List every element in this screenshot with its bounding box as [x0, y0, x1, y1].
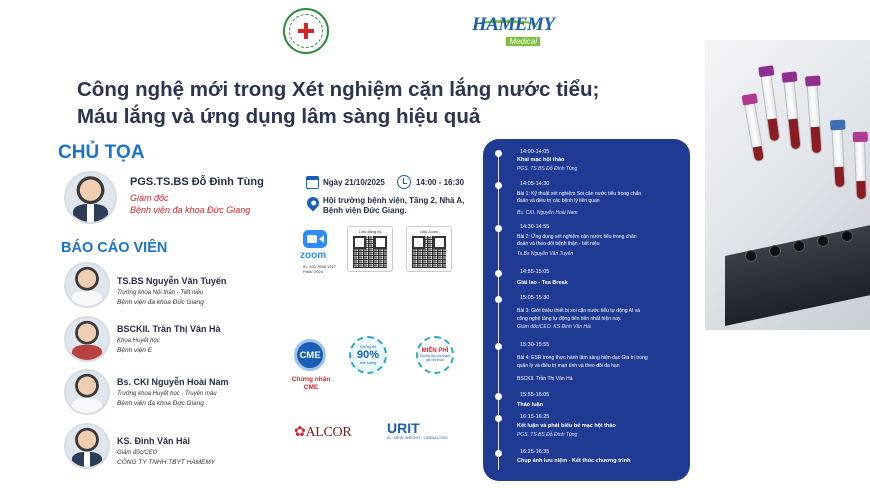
agenda-dot [495, 150, 502, 157]
urit-logo: URIT [387, 420, 420, 436]
lab-tubes-photo [705, 40, 870, 330]
alcor-logo [294, 424, 351, 441]
agenda-sub-8: PGS. TS.BS Đỗ Đình Tùng [517, 432, 578, 438]
badge90-top: Chứng chỉ [359, 345, 377, 349]
speaker-avatar-1 [64, 262, 110, 308]
alcor-mark-icon: ✿ [294, 425, 306, 440]
agenda-sub-6: BSCKII. Trần Thị Vân Hà [517, 376, 573, 382]
zoom-id-line-2: Pass: 2024 [303, 269, 324, 274]
agenda-dot [495, 182, 502, 189]
alcor-name: ALCOR [305, 425, 352, 440]
speaker-name-4: KS. Đinh Văn Hải [117, 436, 191, 446]
agenda-title-4: Giải lao - Tea Break [517, 280, 568, 286]
speaker-role-1a: Trưởng khoa Nội thận - Tiết niệu [117, 290, 204, 296]
qr-code-icon [412, 236, 446, 268]
free-badge [416, 336, 454, 374]
agenda-time-7: 15:55-16:05 [520, 392, 550, 398]
agenda-time-2: 14:05-14:30 [520, 181, 550, 187]
event-time: 14:00 - 16:30 [416, 178, 465, 187]
qr-register[interactable] [347, 226, 393, 272]
chair-heading: CHỦ TỌA [58, 142, 145, 163]
chair-role-2: Bệnh viện đa khoa Đức Giang [130, 205, 251, 215]
calendar-icon [306, 176, 319, 189]
agenda-body-2a: Bài 1: Kỹ thuật xét nghiệm Soi cặn nước tiểu trong chẩn [517, 191, 642, 197]
agenda-title-7: Thảo luận [517, 402, 543, 408]
speaker-avatar-4 [64, 423, 110, 469]
certificate-90-badge [349, 336, 387, 374]
agenda-line [498, 150, 499, 470]
qr-zoom[interactable] [406, 226, 452, 272]
agenda-sub-1: PGS. TS.BS Đỗ Đình Tùng [517, 166, 578, 172]
free-title: MIỄN PHÍ [421, 348, 449, 354]
agenda-body-2b: đoán và điều trị các bệnh lý liên quan [517, 198, 600, 204]
speaker-role-2b: Bệnh viện E [117, 347, 153, 354]
event-date: Ngày 21/10/2025 [323, 178, 385, 187]
zoom-id [303, 264, 336, 274]
agenda-dot [495, 393, 502, 400]
agenda-time-3: 14:30-14:55 [520, 224, 550, 230]
cme-caption-1: Chứng nhận [291, 376, 331, 383]
title-line-2: Máu lắng và ứng dụng lâm sàng hiệu quả [77, 105, 481, 128]
clock-icon [397, 175, 411, 189]
agenda-dot [495, 450, 502, 457]
zoom-icon[interactable] [303, 230, 327, 248]
speaker-name-3: Bs. CKI Nguyễn Hoài Nam [117, 377, 229, 387]
agenda-body-3a: Bài 2: Ứng dụng xét nghiệm cặn nước tiểu trong chẩn [517, 234, 637, 240]
zoom-label: zoom [300, 250, 327, 261]
cme-badge: CME [294, 339, 326, 371]
agenda-time-8: 16:15-16:25 [520, 414, 550, 420]
agenda-title-1: Khai mạc hội thảo [517, 157, 565, 163]
zoom-id-line-1: ID: 533 7658 1917 [303, 264, 336, 269]
hamemy-sub: Medical [506, 37, 540, 46]
agenda-body-6b: quản lý và điều trị mạn tính và theo dõi đa hạn [517, 363, 620, 369]
speaker-name-1: TS.BS Nguyễn Văn Tuyến [117, 276, 227, 286]
chair-name: PGS.TS.BS Đỗ Đình Tùng [130, 176, 264, 188]
agenda-time-4: 14:55-15:05 [520, 269, 550, 275]
cme-caption-2: CME [303, 384, 319, 391]
qr-zoom-caption: Link Zoom [419, 229, 439, 234]
agenda-dot [495, 270, 502, 277]
badge90-bottom: thời lượng [359, 361, 377, 365]
chair-role-1: Giám đốc [130, 193, 169, 203]
agenda-dot [495, 415, 502, 422]
hamemy-name: HAMEMY [472, 14, 555, 35]
agenda-body-6a: Bài 4: ESR trong thực hành lâm sàng hiện đại: Giá trị trong [517, 355, 648, 361]
location-pin-icon [305, 195, 322, 212]
agenda-sub-5: Giám đốc/CEO. KS Đinh Văn Hải [517, 324, 591, 330]
agenda-time-9: 16:25-16:35 [520, 449, 550, 455]
badge90-value: 90% [356, 349, 380, 361]
speaker-role-3b: Bệnh viện đa khoa Đức Giang [117, 400, 204, 407]
speaker-role-4b: CÔNG TY TNHH TBYT HAMEMY [117, 459, 216, 466]
hamemy-logo [472, 12, 555, 50]
agenda-body-5a: Bài 3: Giới thiệu thiết bị soi cặn nước tiểu tự động AI và [517, 308, 641, 314]
speaker-role-4a: Giám đốc/CEO [117, 450, 158, 456]
urit-sub: Ai · NEW INSIGHT · URINALYSIS [387, 435, 448, 440]
agenda-dot [495, 296, 502, 303]
agenda-time-6: 15:30-15:55 [520, 342, 550, 348]
agenda-dot [495, 225, 502, 232]
agenda-body-3b: đoán và theo dõi bệnh thận - tiết niệu [517, 241, 600, 247]
agenda-time-1: 14:00-14:05 [520, 149, 550, 155]
red-cross-icon [298, 23, 314, 39]
event-place-2: Bệnh viện Đức Giang. [323, 206, 407, 215]
chair-avatar [64, 171, 117, 224]
agenda-title-8: Kết luận và phát biểu bế mạc hội thảo [517, 423, 616, 429]
qr-register-caption: Link đăng ký [358, 229, 382, 234]
event-place-1: Hội trường bệnh viện, Tầng 2, Nhà A, [323, 196, 465, 205]
agenda-title-9: Chụp ảnh lưu niệm - Kết thúc chương trình [517, 458, 631, 464]
speaker-avatar-2 [64, 316, 110, 362]
hospital-logo [283, 8, 329, 54]
page-title [77, 76, 697, 130]
speaker-role-2a: Khoa Huyết học [117, 338, 160, 344]
agenda-dot [495, 343, 502, 350]
speaker-name-2: BSCKII. Trần Thị Vân Hà [117, 324, 221, 334]
speaker-role-1b: Bệnh viện đa khoa Đức Giang [117, 299, 204, 306]
agenda-sub-2: Bs. CKI. Nguyễn Hoài Nam [517, 210, 578, 216]
speakers-heading: BÁO CÁO VIÊN [61, 240, 168, 256]
cme-caption [289, 376, 333, 392]
agenda-time-5: 15:05-15:30 [520, 295, 550, 301]
title-line-1: Công nghệ mới trong Xét nghiệm cặn lắng nước tiểu; [77, 78, 600, 101]
speaker-avatar-3 [64, 369, 110, 415]
agenda-sub-3: Ts.Bs Nguyễn Văn Tuyến [517, 251, 574, 257]
free-sub: Không thu phí tham gia hội thảo [419, 354, 451, 362]
agenda-body-5b: công nghệ tầng tự động tiên tiến nhất hiện nay. [517, 316, 622, 322]
qr-code-icon [353, 236, 387, 268]
speaker-role-3a: Trưởng khoa Huyết học - Truyền máu [117, 391, 217, 397]
